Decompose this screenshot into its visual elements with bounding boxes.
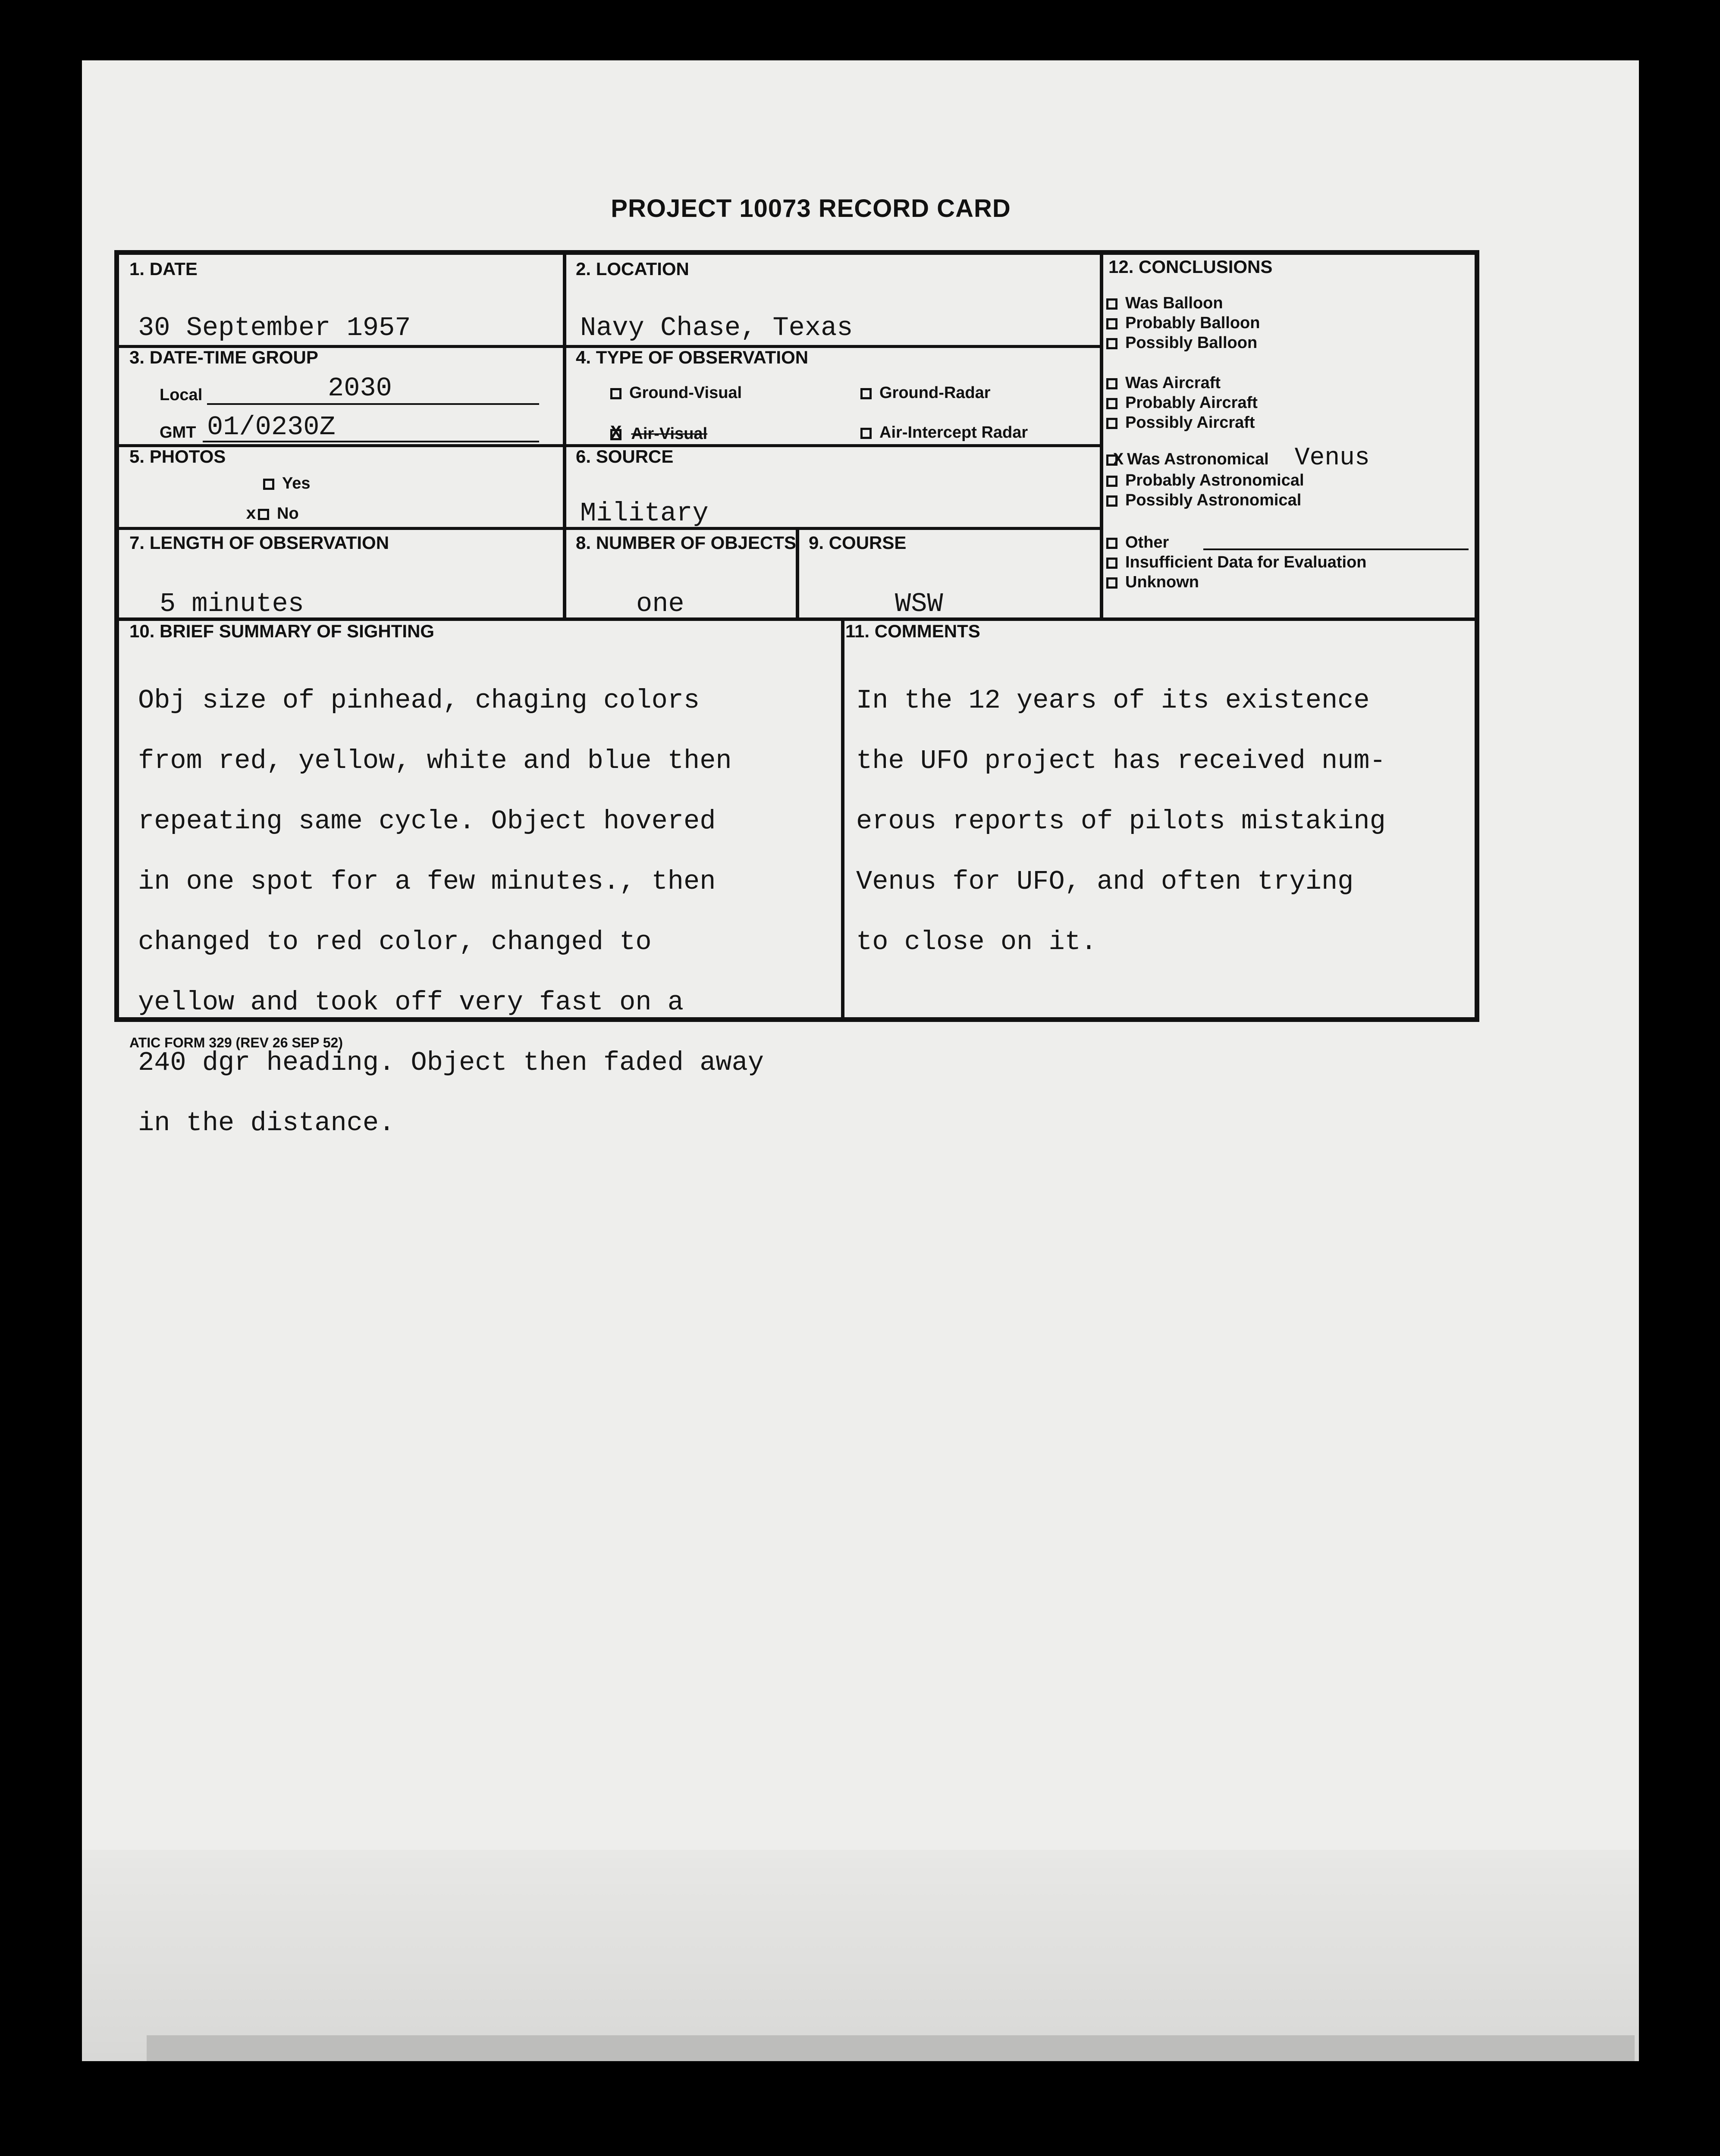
ground-visual-text: Ground-Visual	[629, 384, 742, 402]
ground-radar-checkbox	[860, 388, 872, 399]
source-label: 6. SOURCE	[576, 446, 674, 467]
conclusion-item	[1106, 470, 1370, 490]
comments-label: 11. COMMENTS	[845, 621, 980, 641]
air-intercept-text: Air-Intercept Radar	[879, 423, 1028, 442]
summary-line: 240 dgr heading. Object then faded away	[138, 1047, 764, 1078]
length-label: 7. LENGTH OF OBSERVATION	[129, 533, 389, 553]
conclusion-text: Was Astronomical	[1127, 450, 1269, 468]
comment-line: erous reports of pilots mistaking	[856, 806, 1386, 837]
conclusion-item	[1106, 293, 1260, 313]
comment-line: Venus for UFO, and often trying	[856, 866, 1354, 897]
divider-h-row4	[114, 617, 1479, 621]
summary-line: in one spot for a few minutes., then	[138, 866, 716, 897]
conclusion-checkbox	[1106, 476, 1117, 487]
conclusion-item	[1106, 373, 1258, 393]
comment-line: to close on it.	[856, 927, 1097, 957]
conclusion-checkbox	[1106, 398, 1117, 409]
conclusion-checkbox	[1106, 298, 1117, 310]
conclusion-text: Was Aircraft	[1125, 374, 1221, 392]
divider-v-col2	[1100, 250, 1103, 621]
conclusion-text: Probably Aircraft	[1125, 394, 1258, 412]
summary-line: yellow and took off very fast on a	[138, 987, 684, 1018]
conclusion-item	[1106, 413, 1258, 432]
conclusion-text: Possibly Balloon	[1125, 334, 1258, 352]
conclusion-text: Insufficient Data for Evaluation	[1125, 553, 1367, 571]
other-underline	[1203, 548, 1469, 550]
astro-value: Venus	[1294, 444, 1370, 472]
ground-radar-option	[860, 384, 991, 402]
photos-yes-text: Yes	[282, 474, 311, 492]
ground-visual-option	[610, 384, 742, 402]
num-objects-value: one	[636, 589, 684, 619]
gmt-value: 01/0230Z	[207, 412, 336, 442]
type-obs-label: 4. TYPE OF OBSERVATION	[576, 347, 809, 367]
conclusion-item	[1106, 490, 1370, 510]
divider-v-col1	[563, 250, 566, 621]
length-value: 5 minutes	[160, 589, 304, 619]
conclusion-item	[1106, 552, 1367, 572]
course-value: WSW	[895, 589, 943, 619]
conclusion-group-aircraft	[1106, 373, 1258, 432]
ground-radar-text: Ground-Radar	[879, 384, 991, 402]
conclusion-item	[1106, 333, 1260, 353]
summary-line: in the distance.	[138, 1108, 395, 1138]
air-visual-mark: X	[610, 423, 622, 444]
paper-bottom-strip	[147, 2035, 1635, 2061]
date-label: 1. DATE	[129, 259, 198, 279]
conclusion-checkbox	[1106, 577, 1117, 589]
conclusion-group-balloon	[1106, 293, 1260, 353]
comment-line: the UFO project has received num-	[856, 746, 1386, 776]
photos-label: 5. PHOTOS	[129, 446, 226, 467]
summary-label: 10. BRIEF SUMMARY OF SIGHTING	[129, 621, 435, 641]
conclusion-item	[1106, 393, 1258, 413]
date-value: 30 September 1957	[138, 313, 411, 343]
conclusion-text: Unknown	[1125, 573, 1199, 591]
air-visual-option	[610, 423, 707, 445]
astro-mark: X	[1113, 451, 1124, 470]
air-intercept-checkbox	[860, 428, 872, 439]
location-label: 2. LOCATION	[576, 259, 689, 279]
conclusion-text: Was Balloon	[1125, 294, 1223, 312]
conclusion-checkbox	[1106, 495, 1117, 507]
summary-line: from red, yellow, white and blue then	[138, 746, 732, 776]
air-visual-text: Air-Visual	[631, 425, 708, 443]
conclusion-text: Possibly Astronomical	[1125, 491, 1302, 509]
location-value: Navy Chase, Texas	[580, 313, 853, 343]
summary-line: repeating same cycle. Object hovered	[138, 806, 716, 837]
comments-text	[856, 655, 1386, 987]
conclusion-text: Possibly Aircraft	[1125, 414, 1255, 432]
conclusions-label: 12. CONCLUSIONS	[1108, 257, 1273, 277]
conclusion-checkbox	[1106, 538, 1117, 549]
conclusion-text: Other	[1125, 533, 1169, 552]
conclusion-checkbox	[1106, 378, 1117, 389]
source-value: Military	[580, 498, 709, 529]
divider-v-summary	[841, 617, 844, 1022]
air-intercept-option	[860, 423, 1028, 442]
conclusion-checkbox	[1106, 318, 1117, 329]
photos-no-mark: x	[246, 505, 257, 524]
ground-visual-checkbox	[610, 388, 621, 399]
conclusion-text: Probably Astronomical	[1125, 471, 1304, 489]
conclusion-item	[1106, 313, 1260, 333]
conclusion-item	[1106, 444, 1370, 472]
card-title: PROJECT 10073 RECORD CARD	[611, 194, 1011, 222]
conclusion-item	[1106, 572, 1367, 592]
summary-line: changed to red color, changed to	[138, 927, 652, 957]
photos-no-checkbox	[258, 509, 269, 520]
course-label: 9. COURSE	[809, 533, 907, 553]
conclusion-checkbox	[1106, 338, 1117, 349]
conclusion-checkbox	[1106, 558, 1117, 569]
conclusion-group-other	[1106, 533, 1367, 592]
conclusion-group-astronomical	[1106, 444, 1370, 510]
summary-text	[138, 655, 764, 1169]
conclusion-checkbox	[1106, 418, 1117, 429]
dtg-label: 3. DATE-TIME GROUP	[129, 347, 318, 367]
local-value: 2030	[328, 373, 392, 404]
divider-v-course	[796, 528, 799, 621]
photos-yes-option	[263, 474, 311, 493]
summary-line: Obj size of pinhead, chaging colors	[138, 685, 700, 716]
photos-yes-checkbox	[263, 479, 274, 490]
conclusion-text: Probably Balloon	[1125, 314, 1260, 332]
comment-line: In the 12 years of its existence	[856, 685, 1370, 716]
form-footer: ATIC FORM 329 (REV 26 SEP 52)	[129, 1035, 343, 1050]
gmt-label: GMT	[160, 423, 196, 442]
photos-no-option	[246, 505, 299, 524]
num-objects-label: 8. NUMBER OF OBJECTS	[576, 533, 797, 553]
photos-no-text: No	[277, 505, 299, 523]
local-label: Local	[160, 386, 203, 404]
paper-lower-shadow	[82, 1850, 1639, 2061]
